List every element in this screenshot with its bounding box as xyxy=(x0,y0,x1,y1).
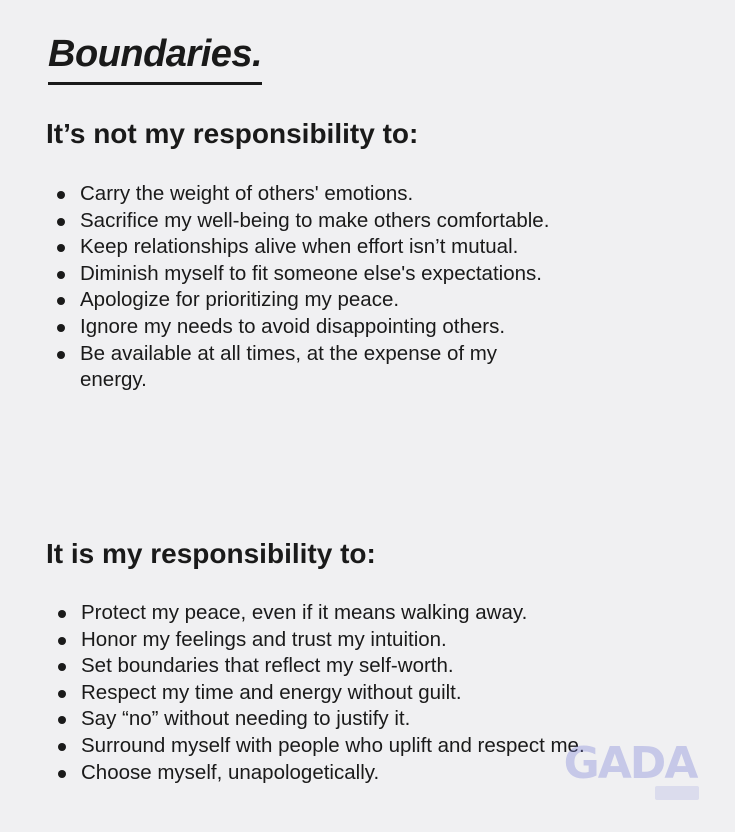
list-item: Respect my time and energy without guilt. xyxy=(49,680,609,707)
list-item: Keep relationships alive when effort isn’t mutual. xyxy=(48,234,568,261)
list-item: Ignore my needs to avoid disappointing others. xyxy=(48,314,568,341)
list-not-responsible xyxy=(48,181,568,394)
section-heading-not-responsible: It’s not my responsibility to: xyxy=(46,118,419,149)
list-item: Diminish myself to fit someone else's expectations. xyxy=(48,261,568,288)
list-item: Carry the weight of others' emotions. xyxy=(48,181,568,208)
page-title: Boundaries. xyxy=(48,28,262,85)
list-item: Apologize for prioritizing my peace. xyxy=(48,287,568,314)
list-item: Sacrifice my well-being to make others comfortable. xyxy=(48,208,568,235)
list-item: Surround myself with people who uplift and respect me. xyxy=(49,733,609,760)
list-item: Set boundaries that reflect my self-worth. xyxy=(49,653,609,680)
list-item: Honor my feelings and trust my intuition. xyxy=(49,627,609,654)
section-heading-responsible: It is my responsibility to: xyxy=(46,538,376,569)
watermark-text: GADA xyxy=(563,738,697,789)
list-responsible xyxy=(49,600,609,786)
list-item: Be available at all times, at the expense of my energy. xyxy=(48,341,568,394)
watermark-logo xyxy=(555,736,705,806)
list-item: Say “no” without needing to justify it. xyxy=(49,706,609,733)
list-item: Choose myself, unapologetically. xyxy=(49,760,609,787)
list-item: Protect my peace, even if it means walking away. xyxy=(49,600,609,627)
